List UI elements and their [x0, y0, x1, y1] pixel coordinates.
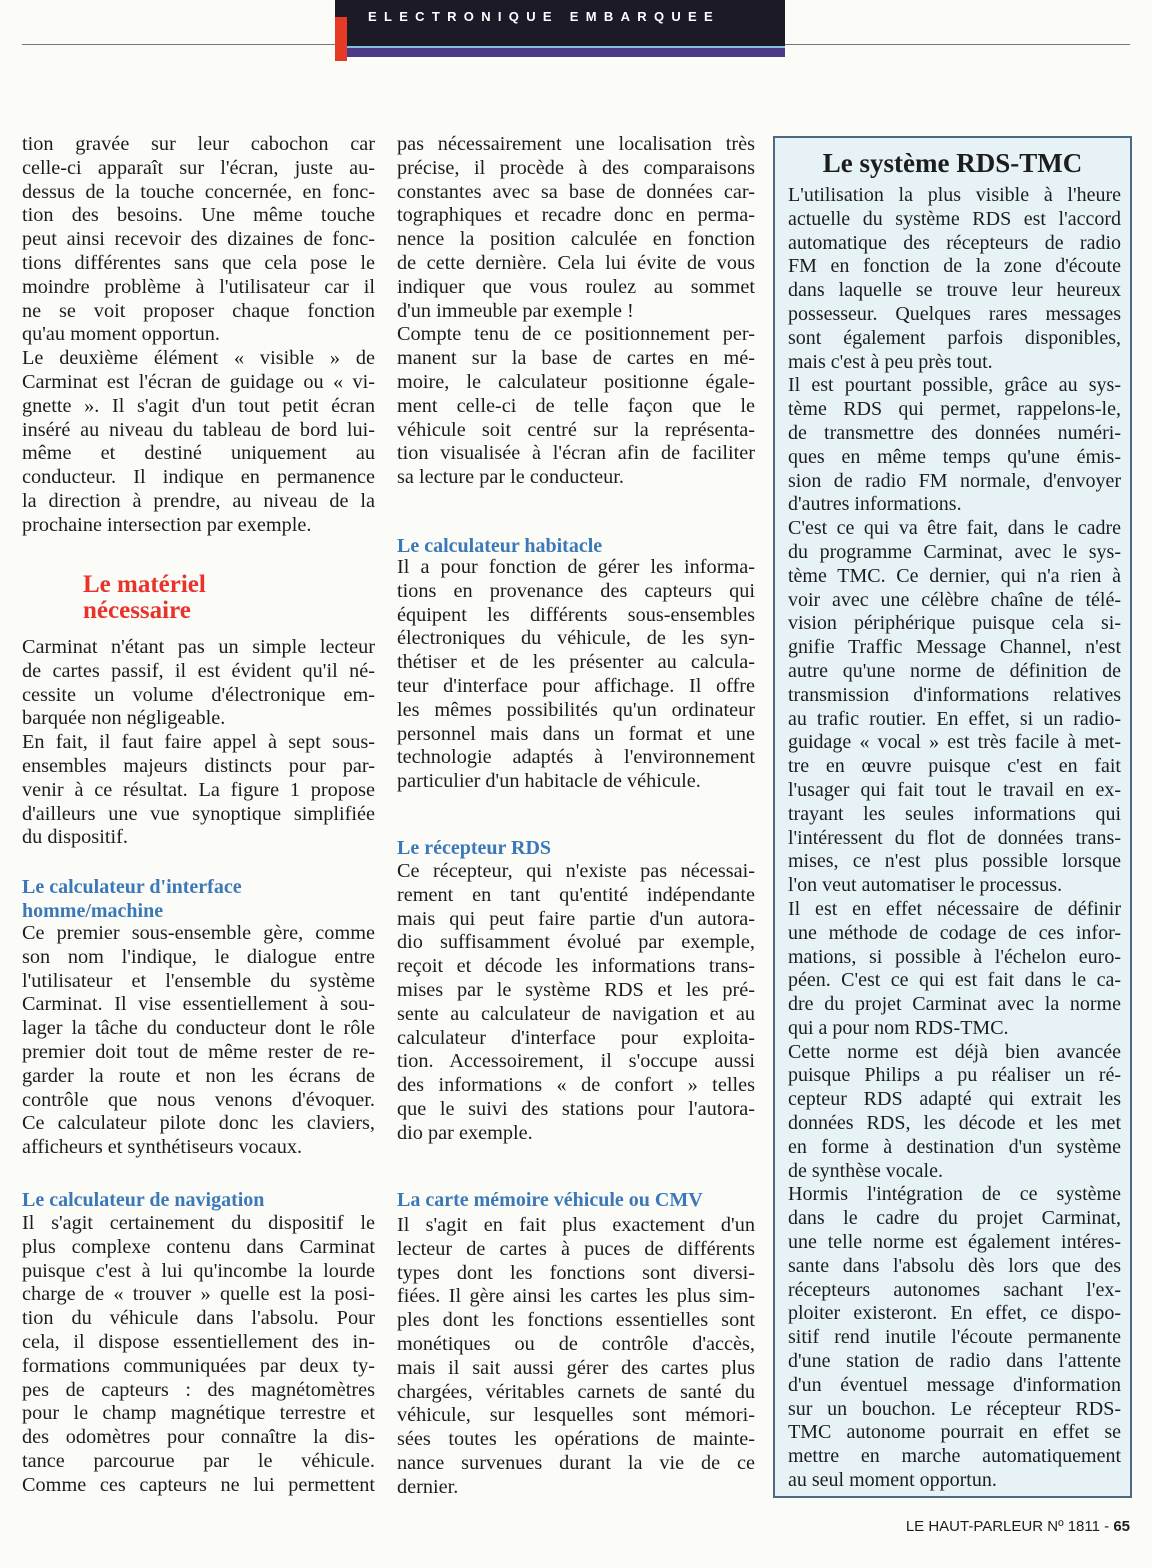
text-line: tance parcourue par le véhicule.: [22, 1449, 375, 1472]
subheading: homme/machine: [22, 900, 164, 922]
magazine-issue: LE HAUT-PARLEUR Nº 1811 -: [905, 1518, 1114, 1535]
text-line: équipent les différents sous-ensembles: [397, 603, 755, 626]
article-text-block: [397, 860, 755, 1146]
text-line: chargées, véritables carnets de santé du: [397, 1380, 755, 1403]
text-line: qui a pour nom RDS-TMC.: [788, 1016, 1009, 1039]
text-line: plus complexe contenu dans Carminat: [22, 1235, 375, 1258]
text-line: tion des besoins. Une même touche: [22, 204, 375, 227]
text-line: ploiter existeront. En effet, ce dispo-: [788, 1302, 1121, 1325]
text-line: dre du projet Carminat avec la norme: [788, 993, 1121, 1016]
text-line: Ce premier sous-ensemble gère, comme: [22, 922, 375, 944]
text-line: de synthèse vocale.: [788, 1159, 943, 1182]
text-line: Carminat. Il vise essentiellement à sou-: [22, 993, 375, 1016]
text-line: tème RDS qui permet, rappelons-le,: [788, 398, 1121, 421]
text-line: thétiser et de les présenter au calcula-: [397, 651, 755, 674]
article-text-block: [22, 636, 375, 850]
text-line: sont également parfois disponibles,: [788, 326, 1121, 349]
text-line: Hormis l'intégration de ce système: [788, 1183, 1121, 1206]
text-line: même et destiné uniquement au: [22, 442, 375, 465]
text-line: d'ailleurs une vue synoptique simplifiée: [22, 802, 375, 825]
text-line: en forme à destination d'un système: [788, 1135, 1121, 1158]
text-line: du programme Carminat, avec le sys-: [788, 540, 1121, 563]
text-line: Ce calculateur pilote donc les claviers,: [22, 1112, 375, 1135]
text-line: possesseur. Quelques rares messages: [788, 302, 1121, 325]
text-line: mises par le système RDS et les pré-: [397, 978, 755, 1001]
subheading: Le calculateur d'interface: [22, 876, 242, 898]
text-line: reçoit et décode les informations trans-: [397, 955, 755, 978]
text-line: FM en fonction de la zone d'écoute: [788, 255, 1121, 278]
text-line: sion de radio FM normale, d'envoyer: [788, 469, 1121, 492]
text-line: C'est ce qui va être fait, dans le cadre: [788, 517, 1121, 540]
text-line: d'autres informations.: [788, 493, 962, 516]
text-line: tion visualisée à l'écran afin de faciliter: [397, 442, 755, 465]
text-line: En fait, il faut faire appel à sept sous-: [22, 731, 375, 754]
section-title: ELECTRONIQUE EMBARQUEE: [368, 9, 721, 24]
text-line: l'on veut automatiser le processus.: [788, 874, 1063, 897]
text-line: mais qui peut faire partie d'un autora-: [397, 907, 755, 930]
text-line: vision périphérique puisque cela si-: [788, 612, 1121, 635]
text-line: Il est en effet nécessaire de définir: [788, 897, 1121, 920]
text-line: dio suffisamment évolué par exemple,: [397, 931, 755, 954]
text-line: Il a pour fonction de gérer les informa-: [397, 556, 755, 578]
text-line: l'utilisateur et l'ensemble du système: [22, 969, 375, 992]
text-line: guidage « vocal » est très facile à met-: [788, 731, 1121, 754]
text-line: tème TMC. Ce dernier, qui n'a rien à: [788, 564, 1121, 587]
text-line: types dont les fonctions sont diversi-: [397, 1261, 755, 1284]
section-heading: nécessaire: [83, 597, 191, 624]
text-line: sées toutes les opérations de mainte-: [397, 1428, 755, 1451]
header-rule-left: [22, 44, 335, 45]
text-line: dans laquelle se trouve leur heureux: [788, 279, 1121, 302]
text-line: charge de « trouver » quelle est la posi-: [22, 1283, 375, 1306]
text-line: la direction à prendre, au niveau de la: [22, 489, 375, 512]
subheading: Le calculateur habitacle: [397, 535, 603, 557]
text-line: actuelle du système RDS est l'accord: [788, 207, 1121, 230]
text-line: TMC autonome pourrait en effet se: [788, 1421, 1121, 1444]
text-line: monétiques ou de contrôle d'accès,: [397, 1332, 755, 1355]
text-line: venir à ce résultat. La figure 1 propose: [22, 778, 375, 801]
text-line: du dispositif.: [22, 826, 128, 849]
text-line: tre en œuvre puisque c'est en fait: [788, 755, 1121, 778]
text-line: pas nécessairement une localisation très: [397, 133, 755, 155]
text-line: véhicule soit centré sur la représenta-: [397, 418, 755, 441]
text-line: que le suivi des stations pour l'autora-: [397, 1097, 755, 1120]
text-line: barquée non négligeable.: [22, 707, 226, 730]
text-line: des informations « de confort » telles: [397, 1074, 755, 1097]
text-line: cela, il dispose essentiellement des in-: [22, 1330, 375, 1353]
text-line: tographiques et recadre donc en perma-: [397, 204, 755, 227]
text-line: ques en même temps qu'une émis-: [788, 445, 1121, 468]
article-text-block: [397, 133, 755, 490]
text-line: de transmettre des données numéri-: [788, 421, 1121, 444]
text-line: mises, ce n'est plus possible lorsque: [788, 850, 1121, 873]
text-line: données RDS, les décode et les met: [788, 1112, 1121, 1135]
text-line: sente au calculateur de navigation et au: [397, 1002, 755, 1025]
text-line: précise, il procède à des comparaisons: [397, 156, 755, 179]
text-line: trayant les seules informations qui: [788, 802, 1121, 825]
text-line: ne se voit proposer chaque fonction: [22, 299, 375, 322]
subheading: La carte mémoire véhicule ou CMV: [397, 1189, 703, 1211]
text-line: constantes avec sa base de données car-: [397, 180, 755, 203]
text-line: technologie adaptés à l'environnement: [397, 746, 755, 769]
text-line: inséré au niveau du tableau de bord lui-: [22, 418, 375, 441]
text-line: autre qu'une norme de définition de: [788, 659, 1121, 682]
text-line: moire, le calculateur positionne égale-: [397, 370, 755, 393]
text-line: manent sur la base de cartes en mé-: [397, 347, 755, 370]
text-line: lecteur de cartes à puces de différents: [397, 1237, 755, 1260]
text-line: Il est pourtant possible, grâce au sys-: [788, 374, 1121, 397]
text-line: formations communiquées par deux ty-: [22, 1354, 375, 1377]
text-line: les mêmes possibilités qu'un ordinateur: [397, 698, 755, 721]
page-number: 65: [1113, 1518, 1130, 1535]
text-line: dernier.: [397, 1475, 459, 1498]
sidebar-title: Le système RDS-TMC: [822, 148, 1083, 178]
sidebar-text-block: [788, 184, 1121, 1493]
text-line: sitif rend inutile l'écoute permanente: [788, 1326, 1121, 1349]
text-line: gnifie Traffic Message Channel, n'est: [788, 636, 1121, 659]
text-line: contrôle que nous venons d'évoquer.: [22, 1088, 375, 1111]
text-line: électroniques du véhicule, de les syn-: [397, 627, 755, 650]
text-line: Compte tenu de ce positionnement per-: [397, 323, 755, 346]
text-line: automatique des récepteurs de radio: [788, 231, 1121, 254]
text-line: nance survenues durant la vie de ce: [397, 1451, 755, 1474]
text-line: sur un bouchon. Le récepteur RDS-: [788, 1397, 1121, 1420]
text-line: indiquer que vous roulez au sommet: [397, 275, 755, 298]
text-line: mations, si possible à l'échelon euro-: [788, 945, 1121, 968]
text-line: puisque c'est à lui qu'incombe la lourde: [22, 1259, 375, 1282]
text-line: tion gravée sur leur cabochon car: [22, 133, 375, 155]
text-line: d'un éventuel message d'information: [788, 1373, 1121, 1396]
text-line: premier doit tout de même rester de re-: [22, 1040, 375, 1063]
subheading: Le récepteur RDS: [397, 837, 552, 859]
article-text-block: [397, 1214, 755, 1500]
text-line: Le deuxième élément « visible » de: [22, 347, 375, 370]
article-text-block: [397, 556, 755, 794]
text-line: Comme ces capteurs ne lui permettent: [22, 1473, 375, 1496]
text-line: mais il sait aussi gérer des cartes plus: [397, 1356, 755, 1379]
text-line: garder la route et non les écrans de: [22, 1064, 375, 1087]
banner-red-accent: [335, 17, 347, 61]
text-line: cessite un volume d'électronique em-: [22, 683, 375, 706]
subheading: Le calculateur de navigation: [22, 1189, 265, 1211]
text-line: son nom l'indique, le dialogue entre: [22, 945, 375, 968]
text-line: véhicule, sur lesquelles sont mémori-: [397, 1404, 755, 1427]
text-line: de cartes passif, il est évident qu'il né-: [22, 659, 375, 682]
text-line: transmission d'informations relatives: [788, 683, 1121, 706]
text-line: pour le champ magnétique terrestre et: [22, 1402, 375, 1425]
text-line: rement en tant qu'entité indépendante: [397, 883, 755, 906]
text-line: Carminat n'étant pas un simple lecteur: [22, 636, 375, 658]
text-line: d'une station de radio dans l'attente: [788, 1350, 1121, 1373]
text-line: personnel mais dans un format et une: [397, 722, 755, 745]
text-line: tion. Accessoirement, il s'occupe aussi: [397, 1050, 755, 1073]
page-footer: [906, 1518, 1130, 1535]
text-line: pes de capteurs : des magnétomètres: [22, 1378, 375, 1401]
text-line: qu'au moment opportun.: [22, 323, 220, 346]
text-line: tions différentes sans que cela pose le: [22, 251, 375, 274]
text-line: calculateur d'interface pour exploita-: [397, 1026, 755, 1049]
article-text-block: [22, 1212, 375, 1498]
text-line: puisque Philips a pu réaliser un ré-: [788, 1064, 1121, 1087]
text-line: Carminat est l'écran de guidage ou « vi-: [22, 370, 375, 393]
text-line: Ce récepteur, qui n'existe pas nécessai-: [397, 860, 755, 882]
text-line: teur d'interface pour affichage. Il offre: [397, 674, 755, 697]
text-line: conducteur. Il indique en permanence: [22, 466, 375, 489]
text-line: Cette norme est déjà bien avancée: [788, 1040, 1121, 1063]
text-line: fiées. Il gère ainsi les cartes les plus sim-: [397, 1285, 755, 1308]
text-line: péen. C'est ce qui est fait dans le ca-: [788, 969, 1121, 992]
text-line: prochaine intersection par exemple.: [22, 513, 312, 536]
article-text-block: [22, 922, 375, 1160]
header-rule-right: [785, 44, 1130, 45]
text-line: mettre en marche automatiquement: [788, 1445, 1121, 1468]
text-line: récepteurs autonomes sachant l'ex-: [788, 1278, 1121, 1301]
text-line: l'usager qui fait tout le travail en ex-: [788, 778, 1121, 801]
text-line: Il s'agit en fait plus exactement d'un: [397, 1214, 755, 1236]
text-line: afficheurs et synthétiseurs vocaux.: [22, 1136, 303, 1159]
text-line: dessus de la touche concernée, en fonc-: [22, 180, 375, 203]
text-line: ensembles majeurs distincts pour par-: [22, 754, 375, 777]
text-line: sa lecture par le conducteur.: [397, 466, 624, 489]
text-line: gnette ». Il s'agit d'un tout petit écran: [22, 394, 375, 417]
article-text-block: [22, 133, 375, 538]
text-line: voir avec une célèbre chaîne de télé-: [788, 588, 1121, 611]
text-line: cepteur RDS adapté qui extrait les: [788, 1088, 1121, 1111]
text-line: de cette dernière. Cela lui évite de vous: [397, 251, 755, 274]
text-line: l'intéressent du flot de données trans-: [788, 826, 1121, 849]
text-line: lager la tâche du conducteur dont le rôle: [22, 1017, 375, 1040]
text-line: d'un immeuble par exemple !: [397, 299, 634, 322]
text-line: peut ainsi recevoir des dizaines de fonc-: [22, 228, 375, 251]
text-line: ples dont les fonctions essentielles sont: [397, 1309, 755, 1332]
text-line: dio par exemple.: [397, 1121, 533, 1144]
text-line: sante dans l'absolu dès lors que des: [788, 1254, 1121, 1277]
text-line: une telle norme est également intéres-: [788, 1231, 1121, 1254]
text-line: une méthode de codage de ces infor-: [788, 921, 1121, 944]
text-line: particulier d'un habitacle de véhicule.: [397, 770, 701, 793]
text-line: des odomètres pour connaître la dis-: [22, 1426, 375, 1449]
text-line: L'utilisation la plus visible à l'heure: [788, 184, 1121, 206]
text-line: dans le cadre du projet Carminat,: [788, 1207, 1121, 1230]
banner-purple-stripe: [347, 48, 785, 57]
text-line: ment celle-ci de telle façon que le: [397, 394, 755, 417]
text-line: Il s'agit certainement du dispositif le: [22, 1212, 375, 1234]
text-line: mais c'est à peu près tout.: [788, 350, 993, 373]
text-line: au trafic routier. En effet, si un radio-: [788, 707, 1121, 730]
text-line: moindre problème à l'utilisateur car il: [22, 275, 375, 298]
text-line: celle-ci apparaît sur l'écran, juste au-: [22, 156, 375, 179]
text-line: tions en provenance des capteurs qui: [397, 579, 755, 602]
text-line: tion du véhicule dans l'absolu. Pour: [22, 1307, 375, 1330]
text-line: au seul moment opportun.: [788, 1469, 997, 1492]
section-heading: Le matériel: [83, 571, 206, 598]
text-line: nence la position calculée en fonction: [397, 228, 755, 251]
